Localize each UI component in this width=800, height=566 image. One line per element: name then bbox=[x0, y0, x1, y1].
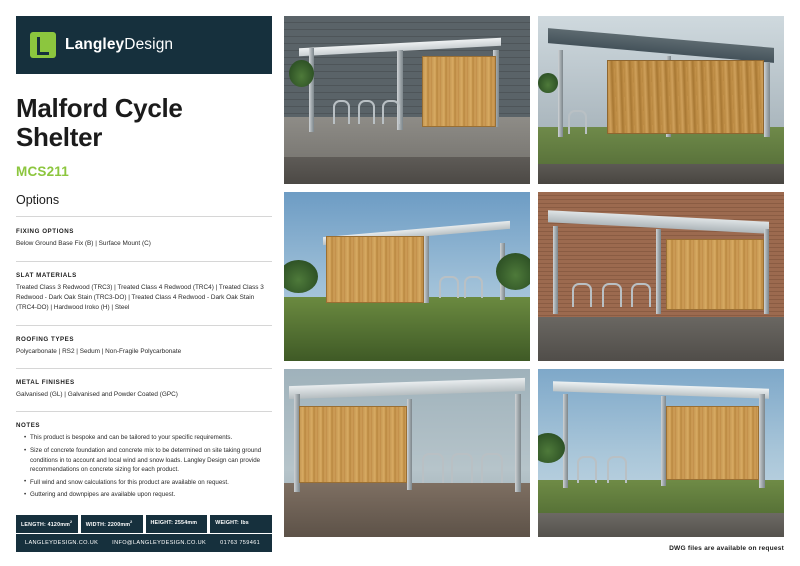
photo-shelter-angled-dark-roof bbox=[538, 16, 784, 184]
brand-header bbox=[16, 16, 272, 74]
dimension-value: 4120mm bbox=[47, 522, 71, 529]
dimension-length bbox=[16, 515, 78, 533]
photo-shelter-interior-racks bbox=[284, 369, 530, 537]
spec-roofing-types bbox=[16, 325, 272, 357]
spec-title: ROOFING TYPES bbox=[16, 335, 75, 343]
list-item: • Guttering and downpipes are available upon request. bbox=[24, 490, 272, 499]
dimension-value: lbs bbox=[240, 520, 249, 527]
dimension-width bbox=[81, 515, 143, 533]
brand-name bbox=[65, 36, 173, 54]
spec-body: Treated Class 3 Redwood (TRC3) | Treated Class 4 Redwood (TRC4) | Treated Class 3 Redwood - Dark Oak Stain (TRC3-DO) | Treated Class 4 Redwood - Dark Oak Stain (TRC4-DO) | Hardwood Iroko (H) | Steel bbox=[16, 283, 264, 312]
dimension-sup: 2 bbox=[70, 520, 73, 525]
dimension-label: WEIGHT: bbox=[215, 520, 240, 527]
spec-body: Polycarbonate | RS2 | Sedum | Non-Fragile Polycarbonate bbox=[16, 347, 182, 355]
page-layout bbox=[16, 16, 784, 552]
spec-body: Below Ground Base Fix (B) | Surface Mount (C) bbox=[16, 240, 151, 248]
page-title: Malford Cycle Shelter bbox=[16, 93, 183, 153]
dimensions-row bbox=[16, 515, 272, 533]
spec-metal-finishes bbox=[16, 368, 272, 400]
photo-shelter-front-grey-building bbox=[284, 16, 530, 184]
dimension-label: WIDTH: bbox=[85, 522, 107, 529]
dimension-value: 2200mm bbox=[107, 522, 131, 529]
dimension-label: HEIGHT: bbox=[150, 520, 174, 527]
photo-grid bbox=[284, 16, 784, 537]
dimension-sup: 2 bbox=[130, 520, 133, 525]
spec-title: METAL FINISHES bbox=[16, 379, 75, 387]
footer-phone[interactable]: 01763 759461 bbox=[220, 540, 261, 546]
photo-shelter-open-end-view bbox=[538, 369, 784, 537]
right-column bbox=[284, 16, 784, 552]
product-code: MCS211 bbox=[16, 164, 69, 180]
list-item: • Size of concrete foundation and concrete mix to be determined on site taking ground conditions in to account and local wind and snow loads. Langley Design can provide recommendations on concrete sizing for each product. bbox=[24, 446, 272, 474]
spec-slat-materials bbox=[16, 261, 272, 314]
spec-fixing-options bbox=[16, 228, 272, 249]
notes-title: NOTES bbox=[16, 422, 41, 430]
spec-body: Galvanised (GL) | Galvanised and Powder Coated (GPC) bbox=[16, 391, 178, 399]
list-item: • This product is bespoke and can be tailored to your specific requirements. bbox=[24, 433, 272, 442]
notes-list bbox=[16, 433, 272, 499]
spec-title: SLAT MATERIALS bbox=[16, 271, 77, 279]
list-item: • Full wind and snow calculations for this product are available on request. bbox=[24, 478, 272, 487]
dimension-height bbox=[146, 515, 208, 533]
options-heading: Options bbox=[16, 193, 272, 217]
brand-name-part1: Langley bbox=[65, 36, 125, 53]
dimension-value: 2554mm bbox=[174, 520, 198, 527]
photo-shelter-brick-wall-rear bbox=[538, 192, 784, 360]
footer-website[interactable]: LANGLEYDESIGN.CO.UK bbox=[25, 540, 99, 546]
dimension-label: LENGTH: bbox=[21, 522, 46, 529]
spec-title: FIXING OPTIONS bbox=[16, 228, 74, 236]
brand-name-part2: Design bbox=[124, 36, 174, 53]
notes-section bbox=[16, 411, 272, 503]
dimension-weight bbox=[210, 515, 272, 533]
photo-shelter-side-grass bbox=[284, 192, 530, 360]
dwg-availability-note: DWG files are available on request bbox=[669, 545, 784, 552]
langley-leaf-icon bbox=[30, 32, 56, 58]
left-column bbox=[16, 16, 272, 552]
contact-footer bbox=[16, 534, 272, 552]
footer-email[interactable]: INFO@LANGLEYDESIGN.CO.UK bbox=[112, 540, 207, 546]
